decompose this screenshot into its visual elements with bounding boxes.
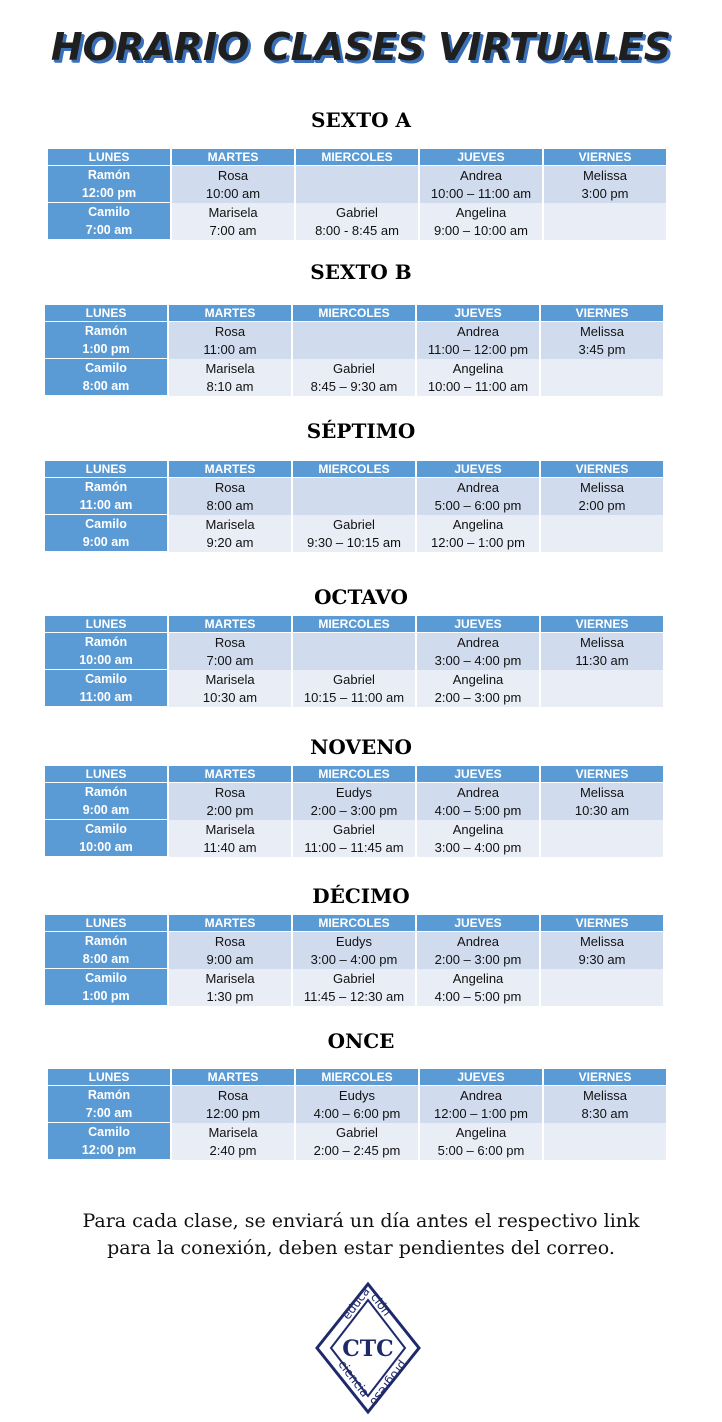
day-header: VIERNES	[544, 1069, 666, 1086]
teacher-name: Marisela	[205, 821, 255, 837]
teacher-name: Rosa	[214, 634, 246, 650]
teacher-name: Ramón	[84, 635, 128, 649]
day-header: MIERCOLES	[296, 1069, 418, 1086]
section-title: SÉPTIMO	[306, 419, 416, 443]
schedule-cell	[417, 969, 539, 1006]
teacher-name: Andrea	[457, 784, 499, 800]
class-time: 12:00 – 1:00 pm	[434, 1105, 528, 1121]
class-time: 2:00 – 3:00 pm	[434, 951, 522, 967]
school-logo	[313, 1280, 423, 1416]
day-header: MARTES	[169, 461, 291, 478]
teacher-name: Camilo	[85, 672, 127, 686]
teacher-name: Melissa	[579, 933, 625, 949]
day-header: MIERCOLES	[293, 915, 415, 932]
class-time: 4:00 – 6:00 pm	[313, 1105, 401, 1121]
teacher-name: Marisela	[205, 516, 255, 532]
teacher-name: Gabriel	[333, 671, 375, 687]
header-row	[45, 305, 663, 322]
day-header: JUEVES	[417, 461, 539, 478]
teacher-name: Rosa	[217, 1087, 249, 1103]
schedule-cell	[541, 633, 663, 670]
schedule-cell	[420, 1086, 542, 1123]
schedule-cell	[541, 515, 663, 552]
schedule-cell	[541, 322, 663, 359]
table-row	[45, 820, 663, 857]
schedule-cell	[541, 932, 663, 969]
teacher-name: Melissa	[582, 167, 628, 183]
day-header: MARTES	[172, 1069, 294, 1086]
schedule-cell	[169, 515, 291, 552]
schedule-table	[43, 305, 665, 396]
schedule-cell	[172, 1086, 294, 1123]
day-header: VIERNES	[541, 766, 663, 783]
schedule-cell	[417, 932, 539, 969]
day-header: MIERCOLES	[293, 461, 415, 478]
teacher-name: Melissa	[579, 323, 625, 339]
teacher-name: Ramón	[84, 480, 128, 494]
schedule-cell	[544, 203, 666, 240]
class-time: 10:00 – 11:00 am	[427, 378, 529, 394]
class-time: 1:00 pm	[82, 342, 130, 356]
class-time: 10:00 am	[79, 840, 133, 854]
schedule-cell	[293, 783, 415, 820]
day-header: LUNES	[48, 1069, 170, 1086]
day-header: MIERCOLES	[293, 616, 415, 633]
class-time: 7:00 am	[85, 223, 133, 237]
schedule-cell	[45, 783, 167, 820]
day-header: JUEVES	[417, 305, 539, 322]
teacher-name: Angelina	[452, 360, 504, 376]
class-time: 12:00 pm	[81, 1143, 137, 1157]
schedule-cell	[296, 203, 418, 240]
schedule-cell	[541, 783, 663, 820]
class-time: 10:00 – 11:00 am	[430, 185, 532, 201]
day-header: VIERNES	[541, 915, 663, 932]
day-header: MARTES	[172, 149, 294, 166]
logo-word-right: progreso	[367, 1358, 411, 1409]
class-time: 9:30 am	[578, 951, 626, 967]
day-header: VIERNES	[541, 305, 663, 322]
class-time: 12:00 pm	[81, 186, 137, 200]
day-header: LUNES	[48, 149, 170, 166]
day-header: LUNES	[45, 461, 167, 478]
teacher-name: Camilo	[88, 1125, 130, 1139]
day-header: MIERCOLES	[293, 305, 415, 322]
class-time: 9:00 – 10:00 am	[434, 222, 528, 238]
class-time: 11:40 am	[203, 839, 257, 855]
class-time: 2:00 pm	[578, 497, 626, 513]
table-row	[45, 969, 663, 1006]
schedule-cell	[45, 515, 167, 552]
teacher-name: Melissa	[579, 784, 625, 800]
schedule-cell	[420, 203, 542, 240]
class-time: 12:00 pm	[205, 1105, 261, 1121]
class-time: 2:00 pm	[206, 802, 254, 818]
teacher-name: Melissa	[582, 1087, 628, 1103]
schedule-cell	[417, 359, 539, 396]
footer-line-2: para la conexión, deben estar pendientes del correo.	[107, 1237, 615, 1259]
class-time: 10:00 am	[79, 653, 133, 667]
schedule-cell	[420, 1123, 542, 1160]
teacher-name: Eudys	[335, 784, 373, 800]
day-header: VIERNES	[541, 616, 663, 633]
day-header: MARTES	[169, 616, 291, 633]
schedule-table	[43, 616, 665, 707]
class-time: 9:00 am	[82, 535, 130, 549]
teacher-name: Angelina	[455, 204, 507, 220]
class-time: 11:00 am	[79, 690, 133, 704]
class-time: 11:00 – 12:00 pm	[427, 341, 529, 357]
teacher-name: Marisela	[208, 1124, 258, 1140]
schedule-cell	[172, 1123, 294, 1160]
table-row	[48, 1123, 666, 1160]
schedule-cell	[417, 783, 539, 820]
schedule-cell	[544, 166, 666, 203]
section-title: SEXTO B	[310, 260, 412, 284]
teacher-name: Ramón	[87, 168, 131, 182]
teacher-name: Gabriel	[333, 516, 375, 532]
teacher-name: Marisela	[208, 204, 258, 220]
schedule-cell	[296, 166, 418, 203]
teacher-name: Andrea	[457, 634, 499, 650]
class-time: 8:00 - 8:45 am	[315, 222, 399, 238]
schedule-cell	[417, 633, 539, 670]
schedule-cell	[293, 670, 415, 707]
class-time: 7:00 am	[209, 222, 257, 238]
teacher-name: Angelina	[452, 516, 504, 532]
schedule-cell	[293, 322, 415, 359]
section-title: SEXTO A	[311, 108, 411, 132]
schedule-cell	[293, 820, 415, 857]
schedule-cell	[541, 670, 663, 707]
teacher-name: Angelina	[452, 671, 504, 687]
header-row	[48, 1069, 666, 1086]
teacher-name: Andrea	[457, 933, 499, 949]
schedule-cell	[293, 932, 415, 969]
schedule-table	[43, 766, 665, 857]
class-time: 3:00 – 4:00 pm	[434, 839, 522, 855]
schedule-cell	[48, 166, 170, 203]
teacher-name: Melissa	[579, 634, 625, 650]
table-row	[45, 783, 663, 820]
teacher-name: Rosa	[214, 323, 246, 339]
day-header: LUNES	[45, 305, 167, 322]
header-row	[45, 616, 663, 633]
class-time: 2:00 – 3:00 pm	[434, 689, 522, 705]
class-time: 10:00 am	[205, 185, 261, 201]
schedule-cell	[45, 969, 167, 1006]
teacher-name: Rosa	[217, 167, 249, 183]
schedule-cell	[169, 670, 291, 707]
teacher-name: Gabriel	[333, 821, 375, 837]
teacher-name: Andrea	[460, 1087, 502, 1103]
class-time: 3:00 – 4:00 pm	[434, 652, 522, 668]
schedule-cell	[169, 969, 291, 1006]
teacher-name: Camilo	[85, 361, 127, 375]
class-time: 9:30 – 10:15 am	[307, 534, 401, 550]
schedule-table	[43, 461, 665, 552]
class-time: 5:00 – 6:00 pm	[434, 497, 522, 513]
teacher-name: Angelina	[452, 970, 504, 986]
teacher-name: Marisela	[205, 671, 255, 687]
schedule-cell	[169, 783, 291, 820]
schedule-cell	[48, 1086, 170, 1123]
table-row	[45, 515, 663, 552]
teacher-name: Angelina	[452, 821, 504, 837]
teacher-name: Rosa	[214, 933, 246, 949]
schedule-cell	[293, 359, 415, 396]
schedule-cell	[293, 969, 415, 1006]
day-header: JUEVES	[420, 149, 542, 166]
schedule-table	[46, 1069, 668, 1160]
day-header: MARTES	[169, 305, 291, 322]
section-title: DÉCIMO	[312, 884, 410, 908]
teacher-name: Camilo	[85, 822, 127, 836]
table-row	[48, 1086, 666, 1123]
logo-word-top: educación	[339, 1284, 394, 1323]
teacher-name: Ramón	[84, 934, 128, 948]
schedule-cell	[293, 478, 415, 515]
class-time: 11:30 am	[575, 652, 629, 668]
day-header: MARTES	[169, 915, 291, 932]
class-time: 9:00 am	[206, 951, 254, 967]
class-time: 5:00 – 6:00 pm	[437, 1142, 525, 1158]
schedule-cell	[417, 515, 539, 552]
teacher-name: Marisela	[205, 970, 255, 986]
class-time: 8:10 am	[206, 378, 254, 394]
schedule-cell	[45, 359, 167, 396]
schedule-cell	[169, 633, 291, 670]
class-time: 8:00 am	[82, 952, 130, 966]
teacher-name: Gabriel	[333, 970, 375, 986]
teacher-name: Ramón	[84, 324, 128, 338]
footer-line-1: Para cada clase, se enviará un día antes el respectivo link	[82, 1210, 640, 1232]
teacher-name: Andrea	[457, 479, 499, 495]
class-time: 8:00 am	[206, 497, 254, 513]
day-header: LUNES	[45, 766, 167, 783]
table-row	[45, 633, 663, 670]
header-row	[45, 766, 663, 783]
page-title: HORARIO CLASES VIRTUALES	[50, 25, 672, 69]
class-time: 9:00 am	[82, 803, 130, 817]
section-title: ONCE	[327, 1029, 395, 1053]
schedule-cell	[48, 1123, 170, 1160]
class-time: 3:00 pm	[581, 185, 629, 201]
class-time: 10:30 am	[574, 802, 630, 818]
teacher-name: Ramón	[87, 1088, 131, 1102]
table-row	[45, 478, 663, 515]
class-time: 2:40 pm	[209, 1142, 257, 1158]
class-time: 11:00 am	[79, 498, 133, 512]
teacher-name: Camilo	[85, 971, 127, 985]
table-row	[45, 670, 663, 707]
schedule-cell	[541, 478, 663, 515]
schedule-cell	[296, 1123, 418, 1160]
teacher-name: Gabriel	[336, 204, 378, 220]
class-time: 9:20 am	[206, 534, 254, 550]
teacher-name: Melissa	[579, 479, 625, 495]
teacher-name: Gabriel	[333, 360, 375, 376]
schedule-cell	[169, 478, 291, 515]
class-time: 10:30 am	[202, 689, 258, 705]
schedule-cell	[544, 1123, 666, 1160]
class-time: 11:00 – 11:45 am	[304, 839, 404, 855]
teacher-name: Camilo	[85, 517, 127, 531]
class-time: 11:00 am	[203, 341, 257, 357]
schedule-cell	[293, 633, 415, 670]
schedule-cell	[45, 932, 167, 969]
class-time: 4:00 – 5:00 pm	[434, 802, 522, 818]
schedule-cell	[293, 515, 415, 552]
schedule-cell	[417, 820, 539, 857]
teacher-name: Andrea	[460, 167, 502, 183]
schedule-cell	[45, 478, 167, 515]
table-row	[48, 203, 666, 240]
schedule-cell	[45, 322, 167, 359]
table-row	[48, 166, 666, 203]
day-header: LUNES	[45, 915, 167, 932]
class-time: 3:45 pm	[578, 341, 626, 357]
class-time: 7:00 am	[206, 652, 254, 668]
schedule-cell	[544, 1086, 666, 1123]
day-header: VIERNES	[544, 149, 666, 166]
header-row	[45, 915, 663, 932]
class-time: 8:45 – 9:30 am	[310, 378, 398, 394]
section-title: NOVENO	[310, 735, 412, 759]
table-row	[45, 932, 663, 969]
schedule-cell	[169, 322, 291, 359]
class-time: 3:00 – 4:00 pm	[310, 951, 398, 967]
schedule-cell	[169, 359, 291, 396]
class-time: 1:30 pm	[206, 988, 254, 1004]
teacher-name: Ramón	[84, 785, 128, 799]
schedule-cell	[417, 322, 539, 359]
schedule-cell	[420, 166, 542, 203]
teacher-name: Gabriel	[336, 1124, 378, 1140]
footer-note	[0, 1208, 722, 1262]
teacher-name: Eudys	[335, 933, 373, 949]
schedule-cell	[172, 166, 294, 203]
schedule-cell	[45, 633, 167, 670]
section-title: OCTAVO	[314, 585, 408, 609]
class-time: 8:30 am	[581, 1105, 629, 1121]
logo-word-left: ciencia	[335, 1357, 373, 1400]
schedule-cell	[48, 203, 170, 240]
logo-letters: CTC	[342, 1336, 394, 1362]
class-time: 11:45 – 12:30 am	[303, 988, 405, 1004]
day-header: VIERNES	[541, 461, 663, 478]
class-time: 8:00 am	[82, 379, 130, 393]
schedule-cell	[45, 820, 167, 857]
schedule-table	[43, 915, 665, 1006]
schedule-cell	[172, 203, 294, 240]
class-time: 12:00 – 1:00 pm	[431, 534, 525, 550]
day-header: JUEVES	[420, 1069, 542, 1086]
day-header: MIERCOLES	[293, 766, 415, 783]
schedule-cell	[169, 820, 291, 857]
teacher-name: Angelina	[455, 1124, 507, 1140]
day-header: JUEVES	[417, 915, 539, 932]
header-row	[48, 149, 666, 166]
day-header: JUEVES	[417, 766, 539, 783]
teacher-name: Rosa	[214, 479, 246, 495]
schedule-cell	[417, 670, 539, 707]
teacher-name: Marisela	[205, 360, 255, 376]
class-time: 1:00 pm	[82, 989, 130, 1003]
schedule-cell	[45, 670, 167, 707]
day-header: MIERCOLES	[296, 149, 418, 166]
class-time: 7:00 am	[85, 1106, 133, 1120]
day-header: MARTES	[169, 766, 291, 783]
class-time: 2:00 – 3:00 pm	[310, 802, 398, 818]
teacher-name: Rosa	[214, 784, 246, 800]
table-row	[45, 359, 663, 396]
schedule-cell	[169, 932, 291, 969]
day-header: JUEVES	[417, 616, 539, 633]
schedule-table	[46, 149, 668, 240]
schedule-cell	[541, 359, 663, 396]
header-row	[45, 461, 663, 478]
day-header: LUNES	[45, 616, 167, 633]
teacher-name: Camilo	[88, 205, 130, 219]
class-time: 2:00 – 2:45 pm	[313, 1142, 401, 1158]
teacher-name: Andrea	[457, 323, 499, 339]
schedule-cell	[296, 1086, 418, 1123]
teacher-name: Eudys	[338, 1087, 376, 1103]
table-row	[45, 322, 663, 359]
schedule-cell	[541, 969, 663, 1006]
schedule-cell	[417, 478, 539, 515]
schedule-cell	[541, 820, 663, 857]
class-time: 4:00 – 5:00 pm	[434, 988, 522, 1004]
class-time: 10:15 – 11:00 am	[303, 689, 405, 705]
